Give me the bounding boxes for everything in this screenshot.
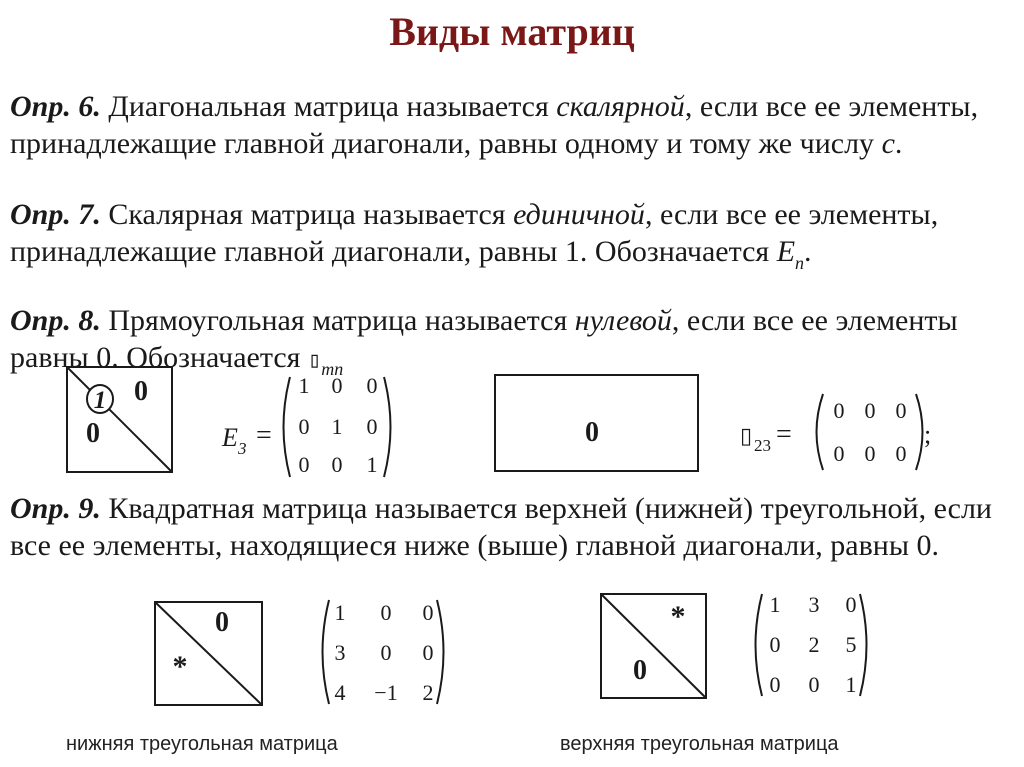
zero-matrix-subscript: mn [321, 359, 344, 379]
lower-caption: нижняя треугольная матрица [66, 733, 338, 755]
scalar-matrix-diagram [67, 367, 172, 472]
matrix-cell: 0 [808, 672, 820, 697]
lower-triangular-matrix [323, 600, 444, 705]
matrix-cells [335, 600, 434, 705]
matrix-cells [834, 398, 907, 466]
matrix-cell: 5 [845, 632, 857, 657]
matrix-name: E [222, 423, 238, 452]
definition-label: Опр. 7. [10, 198, 101, 231]
identity-matrix [221, 373, 391, 477]
identity-symbol: E [776, 235, 796, 268]
slide-title: Виды матриц [389, 9, 635, 54]
zero-matrix-symbol: ▯ [307, 348, 322, 373]
upper-caption: верхняя треугольная матрица [560, 733, 839, 755]
upper-zero: 0 [134, 376, 148, 407]
lower-star: * [172, 650, 188, 683]
equals-sign: = [256, 420, 272, 451]
matrix-cell: 0 [422, 640, 434, 665]
upper-triangular-matrix [756, 592, 867, 697]
left-paren [817, 394, 824, 470]
matrix-cell: 0 [833, 398, 845, 423]
matrix-cell: 1 [845, 672, 857, 697]
definition-text: . [894, 127, 903, 160]
definition-text: . [804, 235, 812, 268]
matrix-name: ▯ [740, 423, 753, 448]
matrix-cells [299, 373, 378, 477]
matrix-cell: 0 [331, 373, 343, 398]
zero-matrix [740, 394, 931, 470]
lower-zero: 0 [633, 655, 647, 686]
definition-text: Прямоугольная матрица называется [100, 304, 575, 337]
matrix-cell: 2 [422, 680, 434, 705]
matrix-cell: 0 [366, 414, 378, 439]
upper-star: * [670, 600, 686, 633]
definition-label: Опр. 8. [10, 304, 101, 337]
variable: c [881, 127, 895, 160]
matrix-cell: 0 [769, 632, 781, 657]
diagonal-line [67, 367, 172, 472]
right-paren [384, 377, 391, 477]
matrix-cell: 0 [380, 640, 392, 665]
definition-text: Диагональная матрица называется [100, 90, 557, 123]
defined-term: скалярной [556, 90, 685, 123]
matrix-cell: −1 [374, 680, 398, 705]
identity-subscript: n [795, 253, 805, 273]
box-zero: 0 [585, 417, 599, 448]
matrix-cell: 0 [769, 672, 781, 697]
diagonal-value: 1 [93, 387, 107, 414]
matrix-cell: 4 [334, 680, 346, 705]
left-paren [756, 594, 763, 696]
matrix-cell: 0 [422, 600, 434, 625]
matrix-cell: 0 [895, 398, 907, 423]
upper-zero: 0 [215, 607, 229, 638]
matrix-cell: 1 [298, 373, 310, 398]
left-paren [323, 600, 330, 704]
definition-text: Скалярная матрица называется [100, 198, 514, 231]
zero-matrix-box [495, 375, 698, 471]
matrix-cell: 0 [845, 592, 857, 617]
matrix-subscript: 23 [754, 436, 771, 455]
right-paren [860, 594, 867, 696]
matrix-subscript: 3 [238, 439, 247, 458]
definition-label: Опр. 6. [10, 90, 101, 123]
matrix-cell: 0 [366, 373, 378, 398]
equals-sign: = [776, 419, 792, 450]
definition-text: Квадратная матрица называется верхней (нижней) треугольной, если все ее элементы, находящиеся ниже (выше) главной диагонали, равны 0. [10, 492, 992, 562]
matrix-cell: 0 [380, 600, 392, 625]
definition-label: Опр. 9. [10, 492, 101, 525]
left-paren [284, 377, 291, 477]
matrix-cell: 0 [298, 414, 310, 439]
matrix-cell: 2 [808, 632, 820, 657]
matrix-cell: 0 [331, 452, 343, 477]
matrix-cell: 1 [769, 592, 781, 617]
matrix-cell: 0 [864, 398, 876, 423]
definition-text: , если все ее элементы, принадлежащие главной диагонали, равны одному и тому же числу [10, 90, 979, 160]
diagonal-line [601, 594, 706, 698]
semicolon: ; [924, 420, 932, 449]
matrix-cell: 0 [298, 452, 310, 477]
lower-zero: 0 [86, 418, 100, 449]
matrix-cell: 1 [331, 414, 343, 439]
definition-text: , если все ее элементы, принадлежащие главной диагонали, равны 1. Обозначается [10, 198, 939, 268]
matrix-cell: 0 [864, 441, 876, 466]
matrix-cell: 0 [833, 441, 845, 466]
matrix-cell: 0 [895, 441, 907, 466]
definition-text: , если все ее элементы равны 0. Обозначается [10, 304, 958, 374]
defined-term: единичной [513, 198, 645, 231]
defined-term: нулевой [574, 304, 672, 337]
diagonal-line [155, 602, 262, 705]
matrix-cell: 3 [334, 640, 346, 665]
matrix-cell: 1 [366, 452, 378, 477]
matrix-cell: 1 [334, 600, 346, 625]
right-paren [916, 394, 923, 470]
matrix-cells [770, 592, 857, 697]
right-paren [437, 600, 444, 704]
upper-triangular-diagram [601, 594, 706, 698]
matrix-cell: 3 [808, 592, 820, 617]
lower-triangular-diagram [155, 602, 262, 705]
